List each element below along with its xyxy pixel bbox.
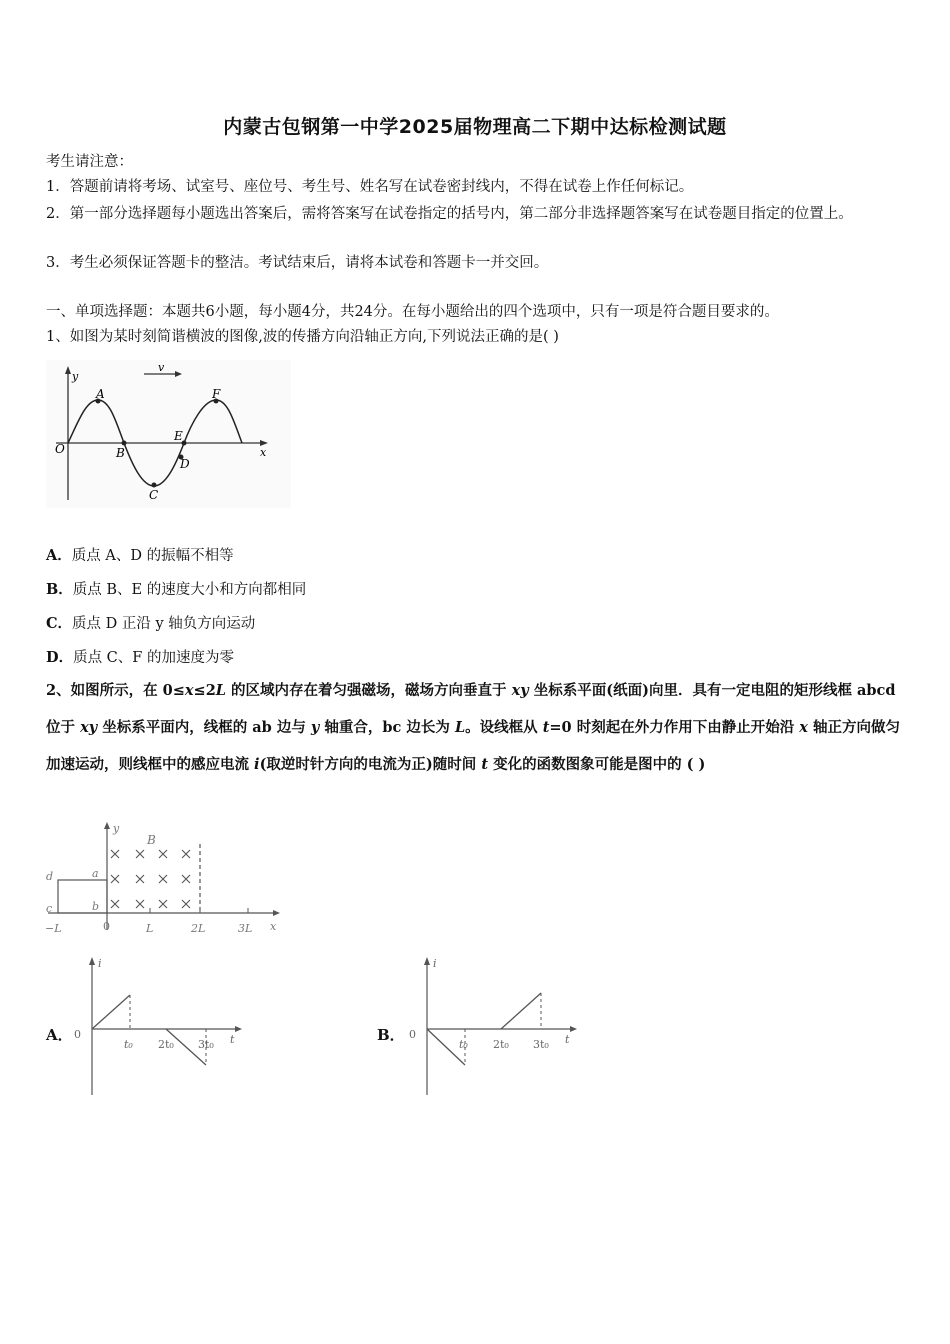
- label-i: i: [98, 957, 102, 970]
- x-axis-arrow: [273, 910, 280, 916]
- label-t0: t₀: [124, 1038, 133, 1051]
- label-2t0: 2t₀: [158, 1038, 174, 1051]
- q2-text: 的区域内存在着匀强磁场，磁场方向垂直于: [226, 682, 512, 699]
- label-y: y: [72, 370, 79, 383]
- i-axis-arrow: [424, 957, 430, 965]
- q2-option-b-graph[interactable]: [403, 955, 593, 1100]
- label-t0: t₀: [459, 1038, 468, 1051]
- figure-background: [46, 360, 291, 508]
- q2-option-b-label[interactable]: B．: [377, 1026, 405, 1044]
- label-b: b: [92, 900, 100, 913]
- wire-frame: [58, 880, 107, 913]
- label-t: t: [565, 1033, 570, 1046]
- q2-var: x: [799, 719, 808, 736]
- q2-var: y: [310, 719, 320, 736]
- label-zero: 0: [74, 1028, 81, 1041]
- label-3t0: 3t₀: [533, 1038, 549, 1051]
- label-zero: 0: [103, 920, 110, 933]
- option-text: 质点 A、D 的振幅不相等: [71, 548, 234, 564]
- q2-var: i: [254, 756, 260, 773]
- q2-option-a-graph[interactable]: [68, 955, 258, 1100]
- label-x: x: [260, 446, 267, 459]
- q2-var: t: [481, 756, 489, 773]
- label-o: O: [55, 442, 65, 456]
- option-letter: C．: [46, 615, 73, 632]
- notice-item-1: 1．答题前请将考场、试室号、座位号、考生号、姓名写在试卷密封线内，不得在试卷上作任何标记。: [46, 179, 694, 195]
- q2-var: L: [454, 719, 466, 736]
- label-e: E: [174, 429, 183, 443]
- option-letter: A．: [46, 547, 72, 564]
- field-crosses: [111, 850, 190, 908]
- label-c: C: [149, 488, 159, 502]
- label-c: c: [46, 902, 53, 915]
- current-segment-1: [92, 995, 130, 1029]
- q2-var: xy: [511, 682, 529, 699]
- q1-option-a[interactable]: [46, 544, 234, 565]
- label-d: D: [180, 457, 190, 471]
- option-text: 质点 B、E 的速度大小和方向都相同: [72, 582, 307, 598]
- q2-text: ≤2: [193, 682, 216, 699]
- label-b: B: [116, 446, 125, 460]
- q2-text: 2、如图所示，在 0≤: [46, 682, 185, 699]
- q2-text: 轴正方向做匀加速运动，则线框中的感应电流: [46, 719, 900, 773]
- q2-var: xy: [80, 719, 98, 736]
- notice-item-2: 2．第一部分选择题每小题选出答案后，需将答案写在试卷指定的括号内，第二部分非选择题答案写在试卷题目指定的位置上。: [46, 206, 853, 222]
- label-field-b: B: [147, 833, 156, 847]
- t-axis-arrow: [570, 1026, 577, 1032]
- label-t: t: [230, 1033, 235, 1046]
- label-2t0: 2t₀: [493, 1038, 509, 1051]
- label-a: A: [96, 387, 105, 401]
- label-f: F: [212, 387, 221, 401]
- notice-item-3: 3．考生必须保证答题卡的整洁。考试结束后，请将本试卷和答题卡一并交回。: [46, 255, 549, 271]
- q2-text: 。设线框从: [465, 719, 543, 736]
- field-figure: [40, 818, 290, 943]
- label-d: d: [46, 870, 54, 883]
- option-text: 质点 D 正沿 y 轴负方向运动: [72, 616, 256, 632]
- q2-stem: [46, 672, 908, 783]
- q1-option-c[interactable]: [46, 612, 255, 633]
- page-title: 内蒙古包钢第一中学2025届物理高二下期中达标检测试题: [223, 116, 727, 138]
- q2-text: 坐标系平面内，线框的 ab 边与: [97, 719, 311, 736]
- label-x: x: [270, 920, 277, 933]
- label-l: L: [146, 922, 154, 935]
- point-b-dot: [122, 441, 127, 446]
- q2-text: 变化的函数图象可能是图中的 ( ): [488, 756, 706, 773]
- q2-var: x: [184, 682, 194, 699]
- section-heading: 一、单项选择题：本题共6小题，每小题4分，共24分。在每小题给出的四个选项中，只有一项是符合题目要求的。: [46, 304, 779, 320]
- option-text: 质点 C、F 的加速度为零: [73, 650, 234, 666]
- q2-var: L: [215, 682, 226, 699]
- option-letter: D．: [46, 649, 74, 666]
- point-c-dot: [152, 483, 157, 488]
- i-axis-arrow: [89, 957, 95, 965]
- label-zero: 0: [409, 1028, 416, 1041]
- q2-option-a-label[interactable]: A．: [46, 1026, 73, 1044]
- t-axis-arrow: [235, 1026, 242, 1032]
- q1-stem: 1、如图为某时刻简谐横波的图像,波的传播方向沿轴正方向,下列说法正确的是( ): [46, 329, 559, 345]
- label-3l: 3L: [238, 922, 253, 935]
- q2-text: =0 时刻起在外力作用下由静止开始沿: [549, 719, 800, 736]
- label-2l: 2L: [191, 922, 206, 935]
- q2-text: 坐标系平面(纸面)向里．具有一定电阻的矩形线框 abcd 位于: [46, 682, 896, 736]
- wave-figure: [46, 360, 296, 510]
- label-y: y: [113, 822, 120, 835]
- label-v: v: [158, 361, 165, 374]
- q2-var: t: [542, 719, 550, 736]
- label-3t0: 3t₀: [198, 1038, 214, 1051]
- label-neg-l: −L: [45, 922, 62, 935]
- y-axis-arrow: [104, 822, 110, 829]
- q1-option-d[interactable]: [46, 646, 234, 667]
- label-i: i: [433, 957, 437, 970]
- q2-text: (取逆时针方向的电流为正)随时间: [259, 756, 482, 773]
- q1-option-b[interactable]: [46, 578, 306, 599]
- notice-heading: 考生请注意：: [46, 154, 133, 170]
- label-a: a: [92, 867, 99, 880]
- current-segment-2: [501, 993, 541, 1029]
- option-letter: B．: [46, 581, 73, 598]
- q2-text: 轴重合，bc 边长为: [319, 719, 455, 736]
